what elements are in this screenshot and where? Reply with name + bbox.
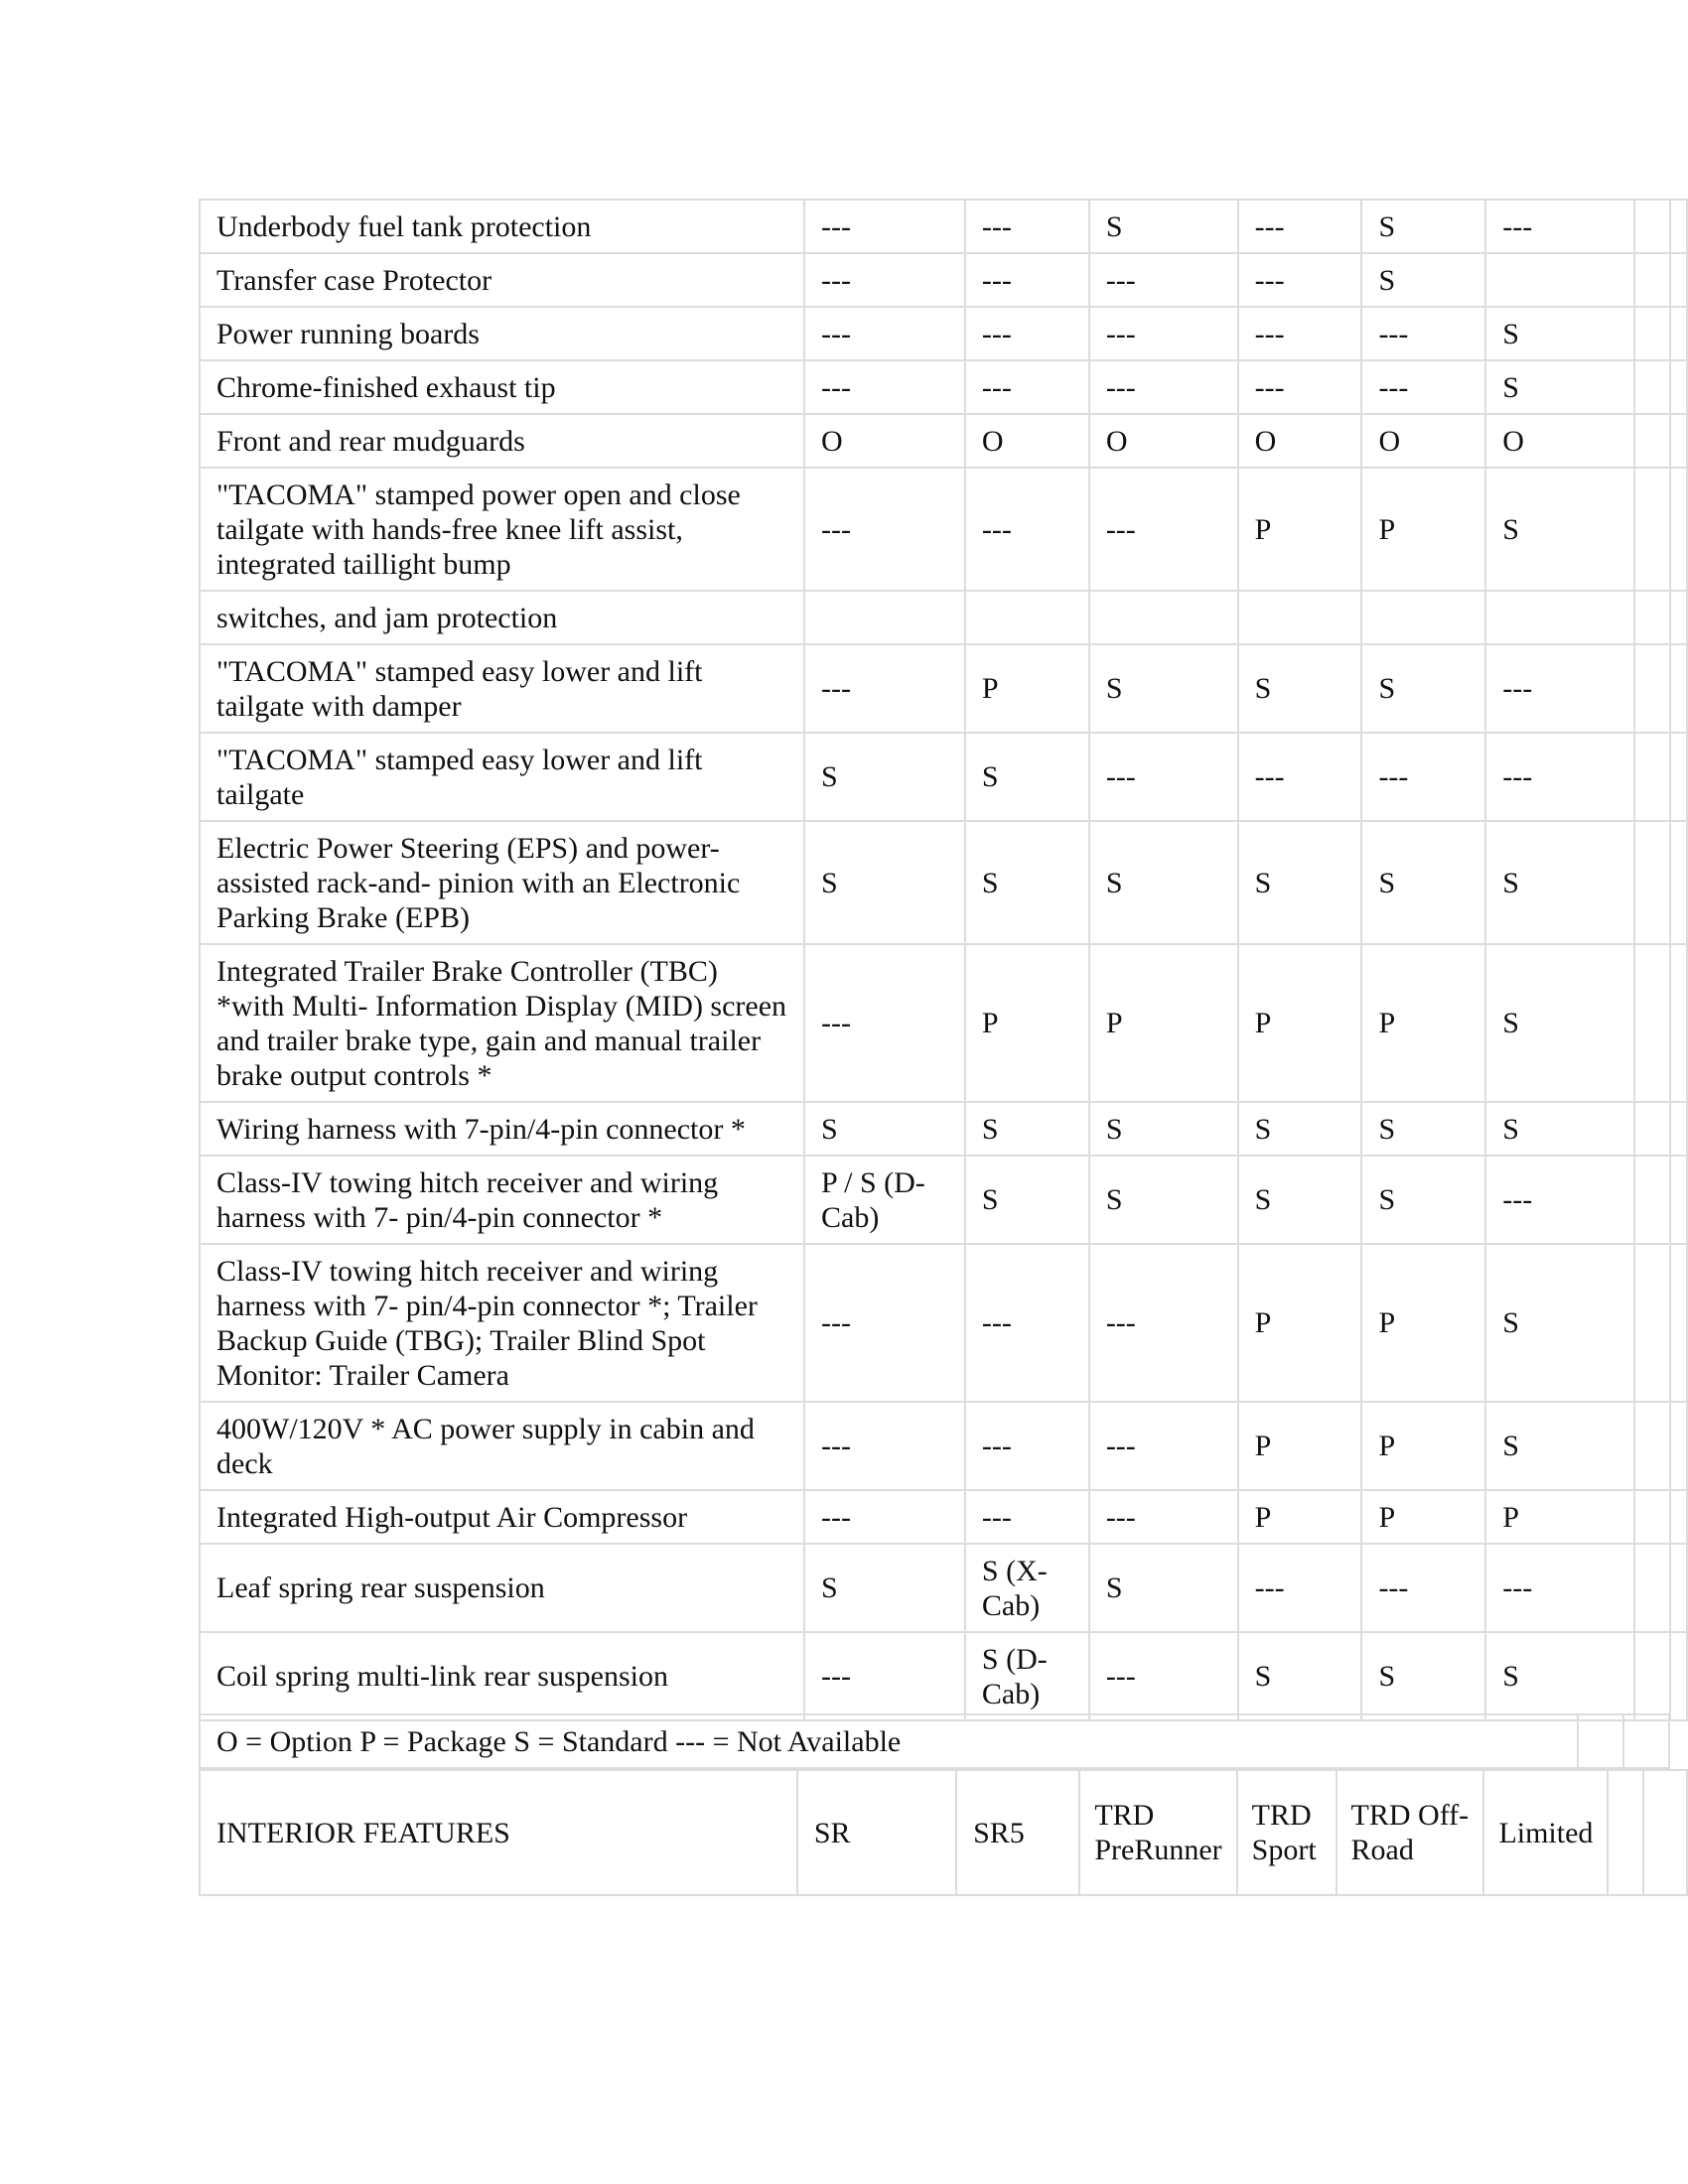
trim-trd-prerunner: TRD PreRunner <box>1079 1770 1236 1895</box>
availability-cell: S <box>1485 821 1634 944</box>
availability-cell: --- <box>1238 360 1362 414</box>
empty-cell <box>1608 1770 1642 1895</box>
empty-cell <box>1634 644 1670 733</box>
feature-name: Wiring harness with 7-pin/4-pin connector * <box>200 1102 804 1156</box>
availability-cell <box>1238 591 1362 644</box>
exterior-features-table <box>199 199 1688 1721</box>
empty-cell <box>1670 1102 1687 1156</box>
availability-cell: S <box>1485 944 1634 1102</box>
table-row <box>200 644 1687 733</box>
availability-cell: --- <box>804 1490 965 1544</box>
availability-cell: P <box>965 944 1089 1102</box>
availability-cell: --- <box>1238 200 1362 253</box>
availability-cell: --- <box>965 200 1089 253</box>
table-row <box>200 307 1687 360</box>
availability-cell: S <box>1485 307 1634 360</box>
empty-cell <box>1634 1632 1670 1720</box>
availability-cell: S <box>1089 1102 1238 1156</box>
empty-cell <box>1634 360 1670 414</box>
availability-cell: S <box>965 821 1089 944</box>
availability-cell: S <box>1361 1632 1485 1720</box>
empty-cell <box>1634 307 1670 360</box>
availability-cell: S <box>965 733 1089 821</box>
availability-cell: S <box>1238 1156 1362 1244</box>
empty-cell <box>1670 468 1687 591</box>
availability-cell: S <box>804 733 965 821</box>
empty-cell <box>1634 414 1670 468</box>
availability-cell: P <box>1238 944 1362 1102</box>
empty-cell <box>1634 200 1670 253</box>
availability-cell: S <box>1238 821 1362 944</box>
availability-cell: S <box>1485 468 1634 591</box>
availability-cell: --- <box>804 1244 965 1402</box>
interior-features-header-table <box>199 1769 1688 1896</box>
availability-cell: P / S (D-Cab) <box>804 1156 965 1244</box>
availability-cell: --- <box>1089 1244 1238 1402</box>
availability-cell: P <box>1238 1244 1362 1402</box>
empty-cell <box>1670 591 1687 644</box>
features-table-body <box>200 200 1687 1720</box>
table-row <box>200 944 1687 1102</box>
availability-cell: --- <box>804 360 965 414</box>
empty-cell <box>1670 200 1687 253</box>
feature-name: Leaf spring rear suspension <box>200 1544 804 1632</box>
availability-cell: --- <box>965 468 1089 591</box>
availability-cell: S <box>1089 644 1238 733</box>
empty-cell <box>1634 944 1670 1102</box>
availability-cell: --- <box>1485 200 1634 253</box>
availability-cell: S <box>1485 360 1634 414</box>
empty-cell <box>1670 1402 1687 1490</box>
availability-cell: O <box>965 414 1089 468</box>
availability-cell: --- <box>1089 1490 1238 1544</box>
feature-name: Electric Power Steering (EPS) and power-assisted rack-and- pinion with an Electronic Parking Brake (EPB) <box>200 821 804 944</box>
empty-cell <box>1670 307 1687 360</box>
availability-cell: P <box>965 644 1089 733</box>
feature-name: "TACOMA" stamped power open and close tailgate with hands-free knee lift assist, integrated taillight bump <box>200 468 804 591</box>
availability-cell: --- <box>1089 733 1238 821</box>
availability-cell: --- <box>1361 1544 1485 1632</box>
empty-cell <box>1670 253 1687 307</box>
availability-cell: S <box>1238 1102 1362 1156</box>
availability-cell: O <box>1238 414 1362 468</box>
availability-cell: --- <box>804 644 965 733</box>
availability-cell: P <box>1361 1244 1485 1402</box>
availability-cell: --- <box>1089 253 1238 307</box>
availability-cell: P <box>1089 944 1238 1102</box>
table-row <box>200 1544 1687 1632</box>
table-row <box>200 414 1687 468</box>
legend-text: O = Option P = Package S = Standard --- = Not Available <box>200 1714 1578 1768</box>
availability-cell: S <box>804 1544 965 1632</box>
table-row <box>200 1402 1687 1490</box>
trim-sr5: SR5 <box>956 1770 1079 1895</box>
feature-name: Integrated Trailer Brake Controller (TBC) *with Multi- Information Display (MID) screen and trailer brake type, gain and manual trailer brake output controls * <box>200 944 804 1102</box>
availability-cell: P <box>1361 1402 1485 1490</box>
trim-trd-off-road: TRD Off-Road <box>1336 1770 1484 1895</box>
availability-cell: --- <box>965 307 1089 360</box>
availability-cell: P <box>1238 1402 1362 1490</box>
availability-cell: O <box>804 414 965 468</box>
empty-cell <box>1670 414 1687 468</box>
table-row <box>200 1244 1687 1402</box>
availability-cell: S <box>1485 1402 1634 1490</box>
availability-cell: --- <box>965 360 1089 414</box>
availability-cell: S <box>1089 200 1238 253</box>
empty-cell <box>1634 1402 1670 1490</box>
empty-cell <box>1670 1244 1687 1402</box>
feature-name: Front and rear mudguards <box>200 414 804 468</box>
availability-cell: S <box>1089 821 1238 944</box>
availability-cell: S <box>1485 1632 1634 1720</box>
availability-cell: --- <box>1485 1156 1634 1244</box>
availability-cell: S <box>1238 1632 1362 1720</box>
availability-cell: --- <box>804 468 965 591</box>
empty-cell <box>1670 644 1687 733</box>
availability-cell: S <box>1485 1102 1634 1156</box>
feature-name: Class-IV towing hitch receiver and wiring harness with 7- pin/4-pin connector *; Trailer Backup Guide (TBG); Trailer Blind Spot Monitor: Trailer Camera <box>200 1244 804 1402</box>
feature-name: "TACOMA" stamped easy lower and lift tailgate <box>200 733 804 821</box>
availability-cell: S <box>965 1156 1089 1244</box>
empty-cell <box>1670 1490 1687 1544</box>
availability-cell: --- <box>1238 253 1362 307</box>
empty-cell <box>1578 1714 1623 1768</box>
availability-cell: --- <box>965 1244 1089 1402</box>
empty-cell <box>1670 821 1687 944</box>
availability-cell: S (D-Cab) <box>965 1632 1089 1720</box>
availability-cell: --- <box>804 307 965 360</box>
availability-cell <box>1485 591 1634 644</box>
empty-cell <box>1634 821 1670 944</box>
availability-cell: --- <box>1485 644 1634 733</box>
empty-cell <box>1634 591 1670 644</box>
availability-cell: P <box>1361 944 1485 1102</box>
empty-cell <box>1634 1544 1670 1632</box>
feature-name: Power running boards <box>200 307 804 360</box>
availability-cell: --- <box>1361 360 1485 414</box>
availability-cell: --- <box>1089 360 1238 414</box>
availability-cell: --- <box>804 1632 965 1720</box>
availability-cell: O <box>1361 414 1485 468</box>
availability-cell: --- <box>804 253 965 307</box>
availability-cell: S <box>965 1102 1089 1156</box>
availability-cell: S <box>1361 1156 1485 1244</box>
empty-cell <box>1634 733 1670 821</box>
availability-cell <box>1485 253 1634 307</box>
availability-cell <box>1089 591 1238 644</box>
availability-cell: P <box>1485 1490 1634 1544</box>
availability-cell: --- <box>1485 1544 1634 1632</box>
table-row <box>200 1632 1687 1720</box>
availability-cell: S <box>1361 253 1485 307</box>
feature-name: switches, and jam protection <box>200 591 804 644</box>
trim-sr: SR <box>797 1770 956 1895</box>
availability-cell: P <box>1361 1490 1485 1544</box>
table-row <box>200 200 1687 253</box>
availability-cell <box>804 591 965 644</box>
table-row <box>200 360 1687 414</box>
availability-cell: S <box>804 821 965 944</box>
availability-cell: --- <box>965 1490 1089 1544</box>
availability-cell: O <box>1485 414 1634 468</box>
availability-cell: --- <box>1089 1632 1238 1720</box>
availability-cell: --- <box>1089 468 1238 591</box>
empty-cell <box>1670 360 1687 414</box>
availability-cell: S <box>804 1102 965 1156</box>
availability-cell: S <box>1361 200 1485 253</box>
availability-cell: --- <box>1238 733 1362 821</box>
empty-cell <box>1623 1714 1669 1768</box>
availability-cell: --- <box>1485 733 1634 821</box>
feature-name: Integrated High-output Air Compressor <box>200 1490 804 1544</box>
feature-name: Transfer case Protector <box>200 253 804 307</box>
table-row <box>200 591 1687 644</box>
availability-cell: P <box>1361 468 1485 591</box>
empty-cell <box>1634 1490 1670 1544</box>
feature-name: Class-IV towing hitch receiver and wiring harness with 7- pin/4-pin connector * <box>200 1156 804 1244</box>
empty-cell <box>1634 253 1670 307</box>
table-row <box>200 468 1687 591</box>
table-row <box>200 733 1687 821</box>
availability-cell: O <box>1089 414 1238 468</box>
availability-cell: S <box>1089 1156 1238 1244</box>
availability-cell <box>1361 591 1485 644</box>
empty-cell <box>1670 1156 1687 1244</box>
empty-cell <box>1634 468 1670 591</box>
table-row <box>200 1490 1687 1544</box>
availability-cell: --- <box>965 1402 1089 1490</box>
availability-cell: --- <box>1238 307 1362 360</box>
empty-cell <box>1634 1102 1670 1156</box>
empty-cell <box>1634 1244 1670 1402</box>
table-row <box>200 1102 1687 1156</box>
availability-cell: --- <box>1361 733 1485 821</box>
empty-cell <box>1670 1544 1687 1632</box>
empty-cell <box>1634 1156 1670 1244</box>
availability-cell: S <box>1361 644 1485 733</box>
availability-cell: --- <box>1238 1544 1362 1632</box>
interior-header-row <box>200 1770 1687 1895</box>
availability-cell: --- <box>1089 1402 1238 1490</box>
availability-cell: S <box>1238 644 1362 733</box>
availability-cell: P <box>1238 468 1362 591</box>
empty-cell <box>1670 1632 1687 1720</box>
legend-table <box>199 1713 1670 1769</box>
legend-row <box>200 1714 1669 1768</box>
availability-cell: S <box>1361 1102 1485 1156</box>
availability-cell: --- <box>965 253 1089 307</box>
interior-features-title: INTERIOR FEATURES <box>200 1770 797 1895</box>
table-row <box>200 821 1687 944</box>
availability-cell: --- <box>804 944 965 1102</box>
trim-trd-sport: TRD Sport <box>1237 1770 1336 1895</box>
availability-cell <box>965 591 1089 644</box>
empty-cell <box>1670 944 1687 1102</box>
availability-cell: S (X-Cab) <box>965 1544 1089 1632</box>
availability-cell: S <box>1361 821 1485 944</box>
feature-name: "TACOMA" stamped easy lower and lift tailgate with damper <box>200 644 804 733</box>
table-row <box>200 253 1687 307</box>
availability-cell: --- <box>1089 307 1238 360</box>
availability-cell: --- <box>804 1402 965 1490</box>
empty-cell <box>1643 1770 1687 1895</box>
feature-name: Underbody fuel tank protection <box>200 200 804 253</box>
availability-cell: --- <box>804 200 965 253</box>
availability-cell: --- <box>1361 307 1485 360</box>
feature-name: 400W/120V * AC power supply in cabin and deck <box>200 1402 804 1490</box>
table-row <box>200 1156 1687 1244</box>
empty-cell <box>1670 733 1687 821</box>
feature-name: Chrome-finished exhaust tip <box>200 360 804 414</box>
availability-cell: P <box>1238 1490 1362 1544</box>
availability-cell: S <box>1485 1244 1634 1402</box>
trim-limited: Limited <box>1483 1770 1608 1895</box>
feature-name: Coil spring multi-link rear suspension <box>200 1632 804 1720</box>
availability-cell: S <box>1089 1544 1238 1632</box>
